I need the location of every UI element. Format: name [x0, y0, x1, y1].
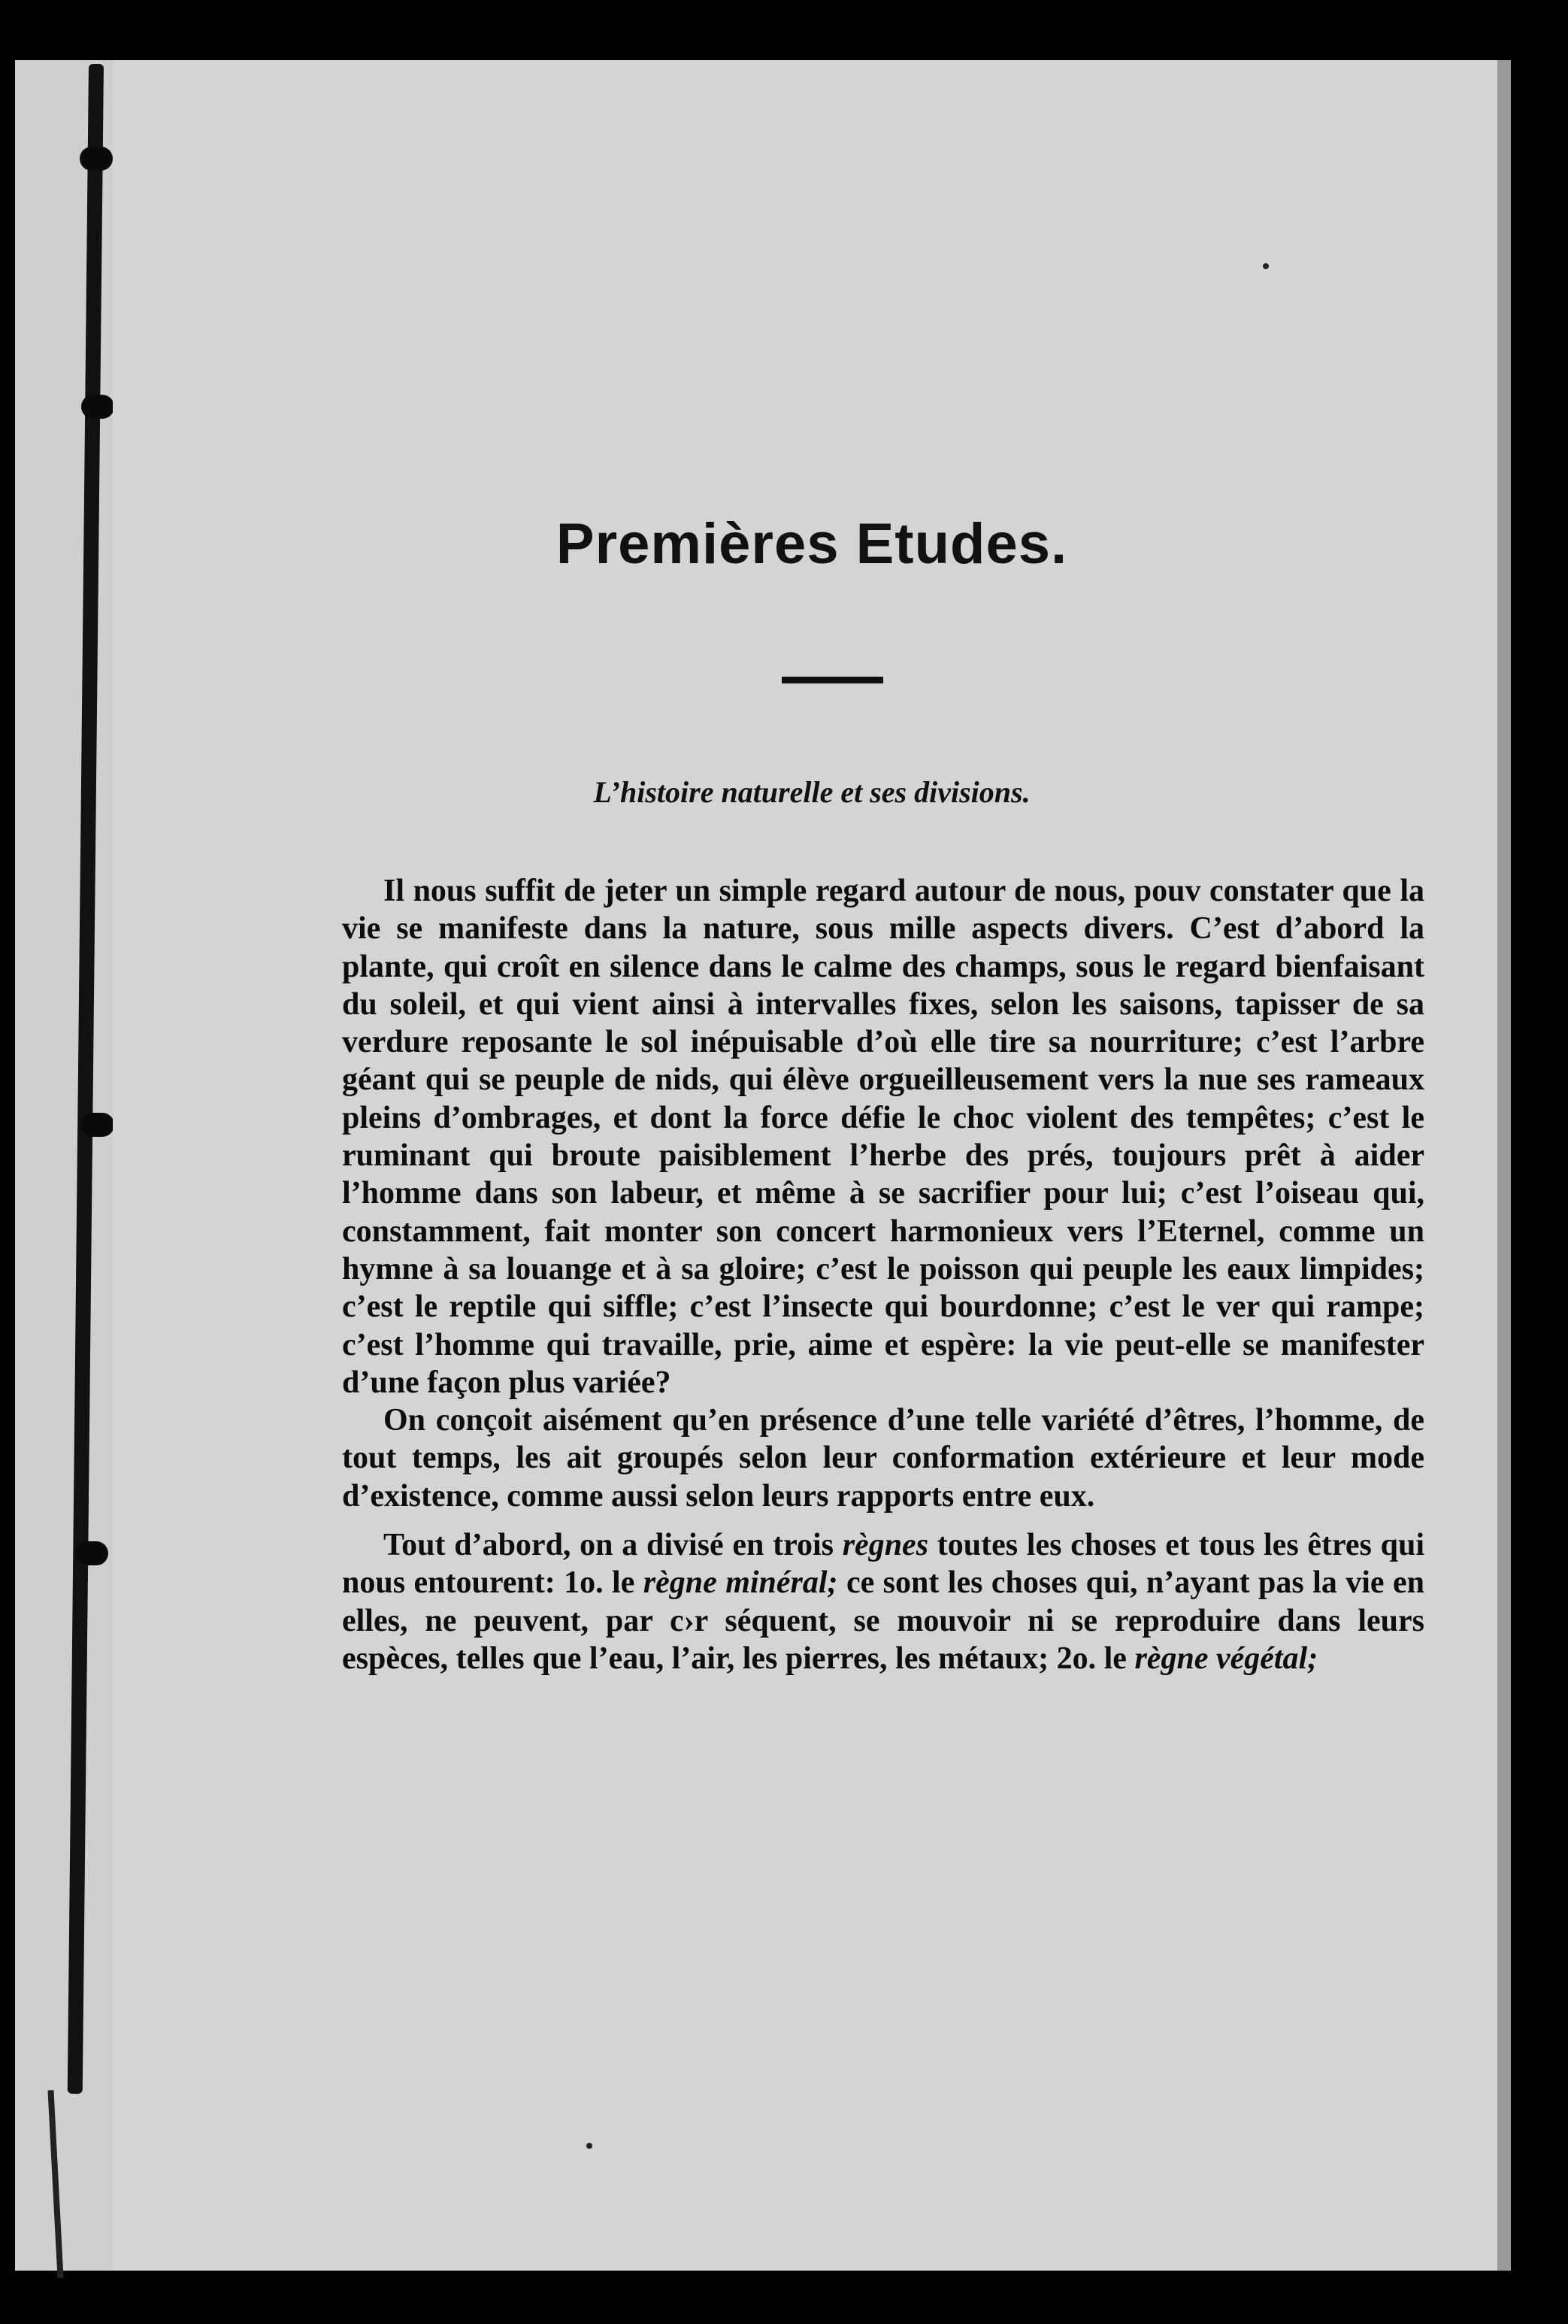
title-divider — [782, 677, 883, 683]
binding-knot — [80, 147, 113, 171]
paragraph-text: toutes les choses et tous les êtres qui nous entourent: 1o. le — [342, 1528, 1424, 1601]
scan-speck — [1263, 263, 1269, 269]
binding-knot — [81, 1113, 114, 1137]
paragraph-text: ce sont les choses qui, n’ayant pas la vie en elles, ne peuvent, par c›r séquent, se mouvoir ni se reproduire dans leurs espèces, telles que l’eau, l’air, les pierres, les métaux; 2o. le — [342, 1565, 1424, 1676]
binding-knot — [81, 395, 114, 419]
binding-knot — [75, 1541, 108, 1565]
section-subtitle: L’histoire naturelle et ses divisions. — [593, 775, 1031, 809]
page-edge-shadow — [1497, 60, 1511, 2271]
emphasis-text: règne végétal; — [1134, 1641, 1318, 1676]
paragraph-text: Tout d’abord, on a divisé en trois — [383, 1528, 843, 1563]
emphasis-text: règnes — [842, 1528, 929, 1563]
emphasis-text: règne minéral; — [643, 1565, 838, 1601]
paragraph: On conçoit aisément qu’en présence d’une telle variété d’êtres, l’homme, de tout temps, les ait groupés selon leur conformation extérieure et leur mode d’existence, comme aussi selon leurs rapports entre eux. — [342, 1403, 1424, 1513]
page-title: Premières Etudes. — [555, 512, 1068, 576]
scan-speck — [586, 2143, 592, 2149]
document-page — [113, 60, 1511, 2271]
paragraph: Il nous suffit de jeter un simple regard autour de nous, pouv constater que la vie se manifeste dans la nature, sous mille aspects divers. C’est d’abord la plante, qui croît en silence dans le calme des champs, sous le regard bienfaisant du soleil, et qui vient ainsi à intervalles fixes, selon les saisons, tapisser de sa verdure reposante le sol inépuisable d’où elle tire sa nourriture; c’est l’arbre géant qui se peuple de nids, qui élève orgueilleusement vers la nue ses rameaux pleins d’ombrages, et dont la force défie le choc violent des tempêtes; c’est le ruminant qui broute paisiblement l’herbe des prés, toujours prêt à aider l’homme dans son labeur, et même à se sacrifier pour lui; c’est l’oiseau qui, constamment, fait monter son concert harmonieux vers l’Eternel, comme un hymne à sa louange et à sa gloire; c’est le poisson qui peuple les eaux limpides; c’est le reptile qui siffle; c’est l’insecte qui bourdonne; c’est le ver qui rampe; c’est l’homme qui travaille, prie, aime et espère: la vie peut-elle se manifester d’une façon plus variée? — [342, 874, 1424, 1400]
page-binding-margin — [15, 60, 117, 2271]
body-text — [342, 872, 1424, 1677]
paragraph — [342, 1526, 1424, 1677]
